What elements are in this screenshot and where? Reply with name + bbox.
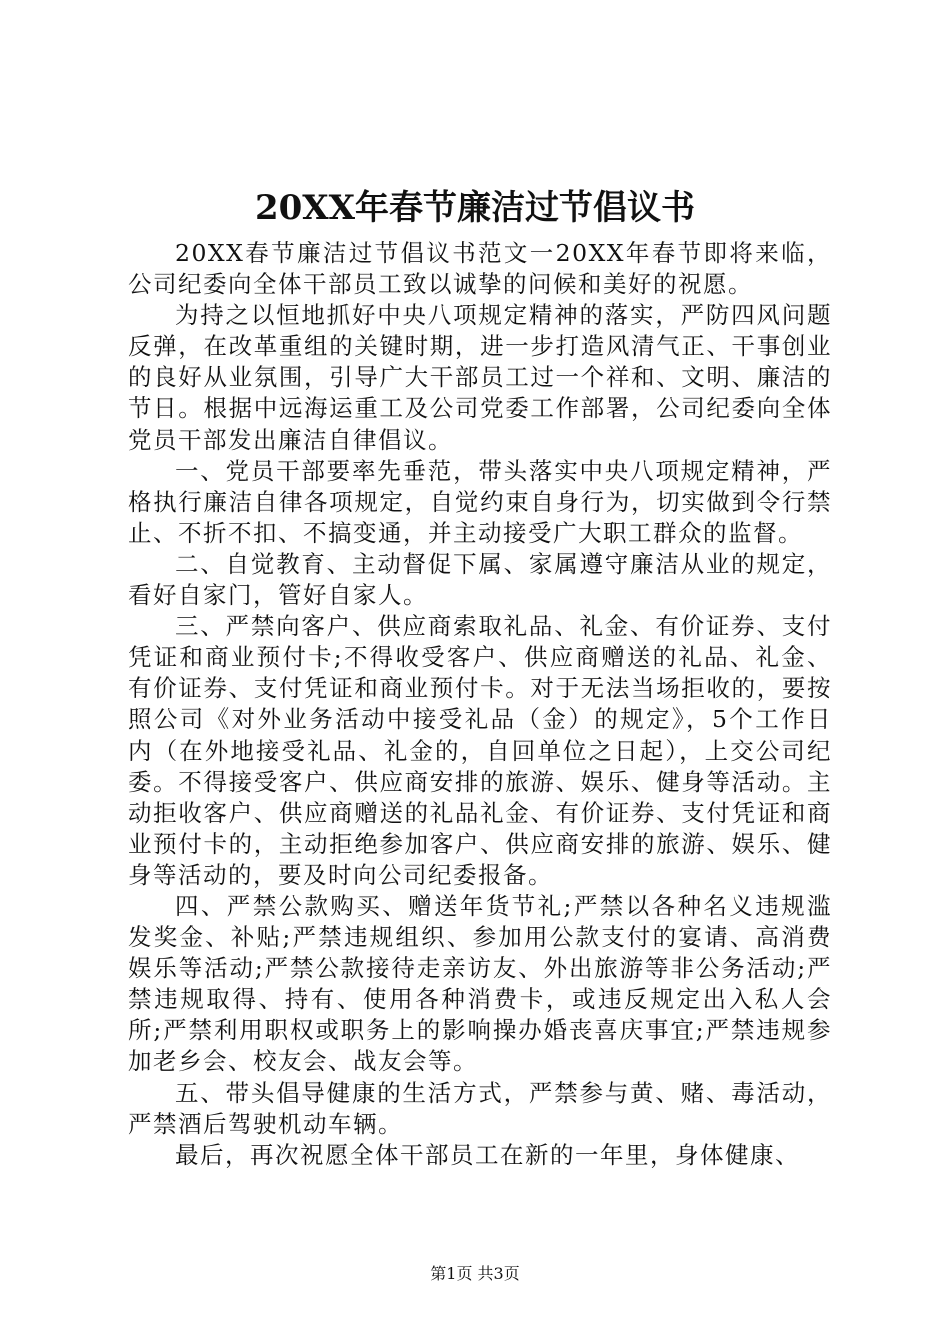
paragraph-item-1: 一、党员干部要率先垂范，带头落实中央八项规定精神，严格执行廉洁自律各项规定，自觉约束自身行为，切实做到令行禁止、不折不扣、不搞变通，并主动接受广大职工群众的监督。 <box>128 456 832 547</box>
paragraph-item-5: 五、带头倡导健康的生活方式，严禁参与黄、赌、毒活动，严禁酒后驾驶机动车辆。 <box>128 1078 832 1138</box>
document-body <box>128 238 832 1171</box>
paragraph-purpose: 为持之以恒地抓好中央八项规定精神的落实，严防四风问题反弹，在改革重组的关键时期，进一步打造风清气正、干事创业的良好从业氛围，引导广大干部员工过一个祥和、文明、廉洁的节日。根据中远海运重工及公司党委工作部署，公司纪委向全体党员干部发出廉洁自律倡议。 <box>128 301 832 454</box>
paragraph-intro: 20XX春节廉洁过节倡议书范文一20XX年春节即将来临，公司纪委向全体干部员工致以诚挚的问候和美好的祝愿。 <box>128 239 832 299</box>
paragraph-closing: 最后，再次祝愿全体干部员工在新的一年里，身体健康、 <box>175 1140 800 1169</box>
paragraph-item-4: 四、严禁公款购买、赠送年货节礼;严禁以各种名义违规滥发奖金、补贴;严禁违规组织、参加用公款支付的宴请、高消费娱乐等活动;严禁公款接待走亲访友、外出旅游等非公务活动;严禁违规取得、持有、使用各种消费卡，或违反规定出入私人会所;严禁利用职权或职务上的影响操办婚丧喜庆事宜;严禁违规参加老乡会、校友会、战友会等。 <box>128 891 832 1076</box>
paragraph-item-3: 三、严禁向客户、供应商索取礼品、礼金、有价证券、支付凭证和商业预付卡;不得收受客户、供应商赠送的礼品、礼金、有价证券、支付凭证和商业预付卡。对于无法当场拒收的，要按照公司《对外业务活动中接受礼品（金）的规定》，5个工作日内（在外地接受礼品、礼金的，自回单位之日起），上交公司纪委。不得接受客户、供应商安排的旅游、娱乐、健身等活动。主动拒收客户、供应商赠送的礼品礼金、有价证券、支付凭证和商业预付卡的，主动拒绝参加客户、供应商安排的旅游、娱乐、健身等活动的，要及时向公司纪委报备。 <box>128 612 832 889</box>
paragraph-item-2: 二、自觉教育、主动督促下属、家属遵守廉洁从业的规定，看好自家门，管好自家人。 <box>128 549 832 610</box>
document-title: 20XX年春节廉洁过节倡议书 <box>254 188 696 228</box>
page-number-footer: 第1页 共3页 <box>430 1264 520 1283</box>
